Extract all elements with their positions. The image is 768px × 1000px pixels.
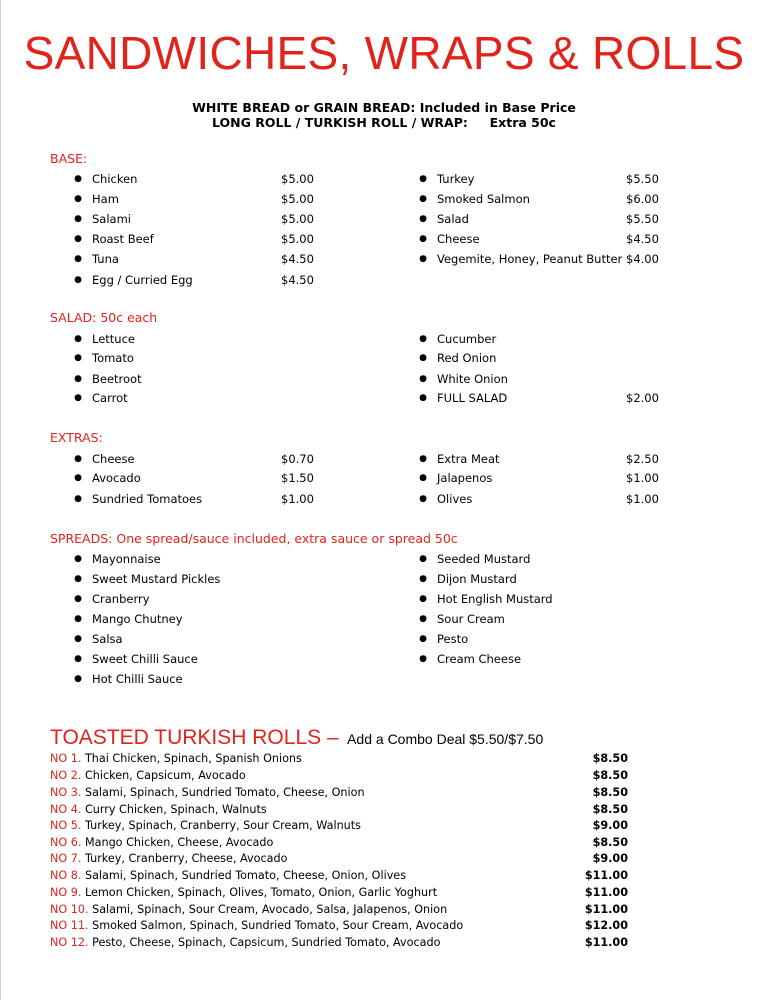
spreads-item-label: Mango Chutney — [92, 612, 183, 626]
base-item-label: Ham — [92, 192, 119, 206]
base-item — [415, 231, 715, 247]
base-item-label: Salad — [437, 212, 469, 226]
roll-number: NO 5. — [50, 819, 82, 832]
roll-description: Mango Chicken, Cheese, Avocado — [84, 836, 274, 849]
salad-item — [70, 390, 370, 406]
salad-heading: SALAD: 50c each — [50, 310, 158, 325]
roll-number: NO 1. — [50, 752, 82, 765]
spreads-item — [70, 571, 370, 587]
base-item-label: Salami — [92, 212, 131, 226]
salad-item — [415, 390, 715, 406]
roll-price: $8.50 — [592, 836, 628, 849]
roll-number: NO 4. — [50, 803, 82, 816]
base-item-price: $4.50 — [281, 252, 314, 266]
bullet-icon: ● — [419, 234, 427, 244]
bullet-icon: ● — [74, 473, 82, 483]
spreads-item — [70, 611, 370, 627]
roll-price: $12.00 — [584, 919, 628, 932]
bullet-icon: ● — [419, 454, 427, 464]
extras-item — [70, 470, 370, 486]
base-item-price: $4.50 — [281, 273, 314, 287]
bullet-icon: ● — [74, 214, 82, 224]
bullet-icon: ● — [74, 254, 82, 264]
spreads-item-label: Sweet Mustard Pickles — [92, 572, 221, 586]
salad-item — [415, 331, 715, 347]
roll-row — [50, 802, 628, 818]
base-item-price: $5.00 — [281, 212, 314, 226]
roll-number: NO 3. — [50, 786, 82, 799]
roll-price: $11.00 — [584, 903, 628, 916]
bullet-icon: ● — [419, 554, 427, 564]
roll-description: Pesto, Cheese, Spinach, Capsicum, Sundried Tomato, Avocado — [92, 936, 441, 949]
base-item-price: $4.00 — [626, 252, 659, 266]
combo-deal-note: Add a Combo Deal $5.50/$7.50 — [347, 731, 544, 747]
bullet-icon: ● — [419, 494, 427, 504]
spreads-item — [415, 551, 715, 567]
bullet-icon: ● — [419, 614, 427, 624]
spreads-item-label: Sweet Chilli Sauce — [92, 652, 198, 666]
spreads-item-label: Salsa — [92, 632, 123, 646]
bullet-icon: ● — [419, 654, 427, 664]
bullet-icon: ● — [419, 374, 427, 384]
extras-item — [70, 451, 370, 467]
roll-price: $8.50 — [592, 803, 628, 816]
roll-description: Turkey, Spinach, Cranberry, Sour Cream, Walnuts — [84, 819, 361, 832]
salad-item — [70, 371, 370, 387]
extras-item — [70, 491, 370, 507]
extras-item-price: $1.00 — [626, 492, 659, 506]
salad-item-label: Carrot — [92, 391, 128, 405]
spreads-item — [415, 571, 715, 587]
bullet-icon: ● — [74, 275, 82, 285]
roll-price: $8.50 — [592, 769, 628, 782]
base-item — [70, 171, 370, 187]
salad-item-label: Lettuce — [92, 332, 135, 346]
base-item — [415, 251, 715, 267]
extras-item-label: Avocado — [92, 471, 141, 485]
roll-description: Chicken, Capsicum, Avocado — [84, 769, 246, 782]
bullet-icon: ● — [419, 574, 427, 584]
bullet-icon: ● — [74, 353, 82, 363]
salad-item-label: Cucumber — [437, 332, 497, 346]
rolls-header — [50, 726, 543, 750]
roll-row — [50, 851, 628, 867]
bullet-icon: ● — [74, 634, 82, 644]
roll-description: Thai Chicken, Spinach, Spanish Onions — [84, 752, 302, 765]
base-item-price: $6.00 — [626, 192, 659, 206]
bullet-icon: ● — [74, 393, 82, 403]
base-item-price: $5.50 — [626, 172, 659, 186]
bullet-icon: ● — [74, 594, 82, 604]
roll-row — [50, 868, 628, 884]
base-item-label: Cheese — [437, 232, 480, 246]
extras-item-price: $0.70 — [281, 452, 314, 466]
bullet-icon: ● — [419, 353, 427, 363]
roll-price: $8.50 — [592, 752, 628, 765]
roll-row — [50, 751, 628, 767]
spreads-item-label: Mayonnaise — [92, 552, 161, 566]
roll-number: NO 7. — [50, 852, 82, 865]
salad-item — [70, 331, 370, 347]
salad-item-label: Red Onion — [437, 351, 497, 365]
spreads-item — [415, 651, 715, 667]
roll-description: Salami, Spinach, Sundried Tomato, Cheese, Onion, Olives — [84, 869, 407, 882]
extras-item-price: $2.50 — [626, 452, 659, 466]
spreads-item-label: Seeded Mustard — [437, 552, 531, 566]
spreads-item — [70, 631, 370, 647]
spreads-item — [415, 611, 715, 627]
roll-description: Turkey, Cranberry, Cheese, Avocado — [84, 852, 288, 865]
salad-item-label: Tomato — [92, 351, 134, 365]
spreads-item-label: Dijon Mustard — [437, 572, 517, 586]
base-item-price: $5.00 — [281, 192, 314, 206]
extras-item — [415, 491, 715, 507]
base-item-price: $5.00 — [281, 172, 314, 186]
bullet-icon: ● — [419, 393, 427, 403]
spreads-heading: SPREADS: One spread/sauce included, extra sauce or spread 50c — [50, 531, 458, 546]
extras-item-price: $1.00 — [626, 471, 659, 485]
bullet-icon: ● — [74, 234, 82, 244]
extras-item-price: $1.50 — [281, 471, 314, 485]
salad-item — [415, 350, 715, 366]
spreads-item — [70, 551, 370, 567]
base-item — [70, 211, 370, 227]
base-item — [415, 191, 715, 207]
roll-row — [50, 785, 628, 801]
base-item-label: Chicken — [92, 172, 138, 186]
salad-item-label: FULL SALAD — [437, 391, 508, 405]
roll-price: $9.00 — [592, 819, 628, 832]
bread-options — [0, 100, 768, 130]
roll-description: Curry Chicken, Spinach, Walnuts — [84, 803, 267, 816]
roll-price: $11.00 — [584, 886, 628, 899]
base-item-label: Vegemite, Honey, Peanut Butter — [437, 252, 623, 266]
page-title: SANDWICHES, WRAPS & ROLLS — [23, 27, 745, 79]
roll-row — [50, 835, 628, 851]
spreads-item — [70, 591, 370, 607]
bullet-icon: ● — [419, 594, 427, 604]
bullet-icon: ● — [419, 254, 427, 264]
roll-price: $9.00 — [592, 852, 628, 865]
spreads-item-label: Pesto — [437, 632, 469, 646]
bullet-icon: ● — [74, 554, 82, 564]
roll-description: Salami, Spinach, Sundried Tomato, Cheese, Onion — [84, 786, 365, 799]
bread-extra-line: LONG ROLL / TURKISH ROLL / WRAP: Extra 50c — [212, 115, 556, 130]
roll-number: NO 11. — [50, 919, 89, 932]
roll-row — [50, 918, 628, 934]
base-item-label: Egg / Curried Egg — [92, 273, 193, 287]
spreads-item-label: Hot Chilli Sauce — [92, 672, 183, 686]
bullet-icon: ● — [74, 614, 82, 624]
bullet-icon: ● — [74, 654, 82, 664]
spreads-item-label: Sour Cream — [437, 612, 505, 626]
salad-item — [415, 371, 715, 387]
base-item-label: Turkey — [437, 172, 475, 186]
roll-row — [50, 818, 628, 834]
roll-row — [50, 935, 628, 951]
bread-included-line: WHITE BREAD or GRAIN BREAD: Included in Base Price — [192, 100, 576, 115]
spreads-item-label: Hot English Mustard — [437, 592, 553, 606]
salad-item-label: White Onion — [437, 372, 508, 386]
base-item-price: $5.50 — [626, 212, 659, 226]
spreads-item — [70, 671, 370, 687]
roll-description: Salami, Spinach, Sour Cream, Avocado, Salsa, Jalapenos, Onion — [92, 903, 448, 916]
bullet-icon: ● — [74, 334, 82, 344]
extras-heading: EXTRAS: — [50, 430, 103, 445]
extras-item-label: Olives — [437, 492, 473, 506]
bullet-icon: ● — [74, 174, 82, 184]
salad-item-price: $2.00 — [626, 391, 659, 405]
base-item-price: $4.50 — [626, 232, 659, 246]
extras-item-label: Cheese — [92, 452, 135, 466]
bullet-icon: ● — [419, 194, 427, 204]
bullet-icon: ● — [419, 214, 427, 224]
roll-number: NO 6. — [50, 836, 82, 849]
roll-price: $8.50 — [592, 786, 628, 799]
spreads-item-label: Cream Cheese — [437, 652, 522, 666]
bullet-icon: ● — [74, 574, 82, 584]
bullet-icon: ● — [419, 634, 427, 644]
roll-number: NO 8. — [50, 869, 82, 882]
extras-item — [415, 470, 715, 486]
bullet-icon: ● — [419, 334, 427, 344]
roll-row — [50, 902, 628, 918]
base-item-label: Roast Beef — [92, 232, 154, 246]
roll-number: NO 2. — [50, 769, 82, 782]
spreads-item-label: Cranberry — [92, 592, 150, 606]
base-item-label: Smoked Salmon — [437, 192, 530, 206]
base-item-label: Tuna — [92, 252, 119, 266]
roll-price: $11.00 — [584, 869, 628, 882]
bullet-icon: ● — [419, 174, 427, 184]
extras-item-label: Jalapenos — [437, 471, 493, 485]
base-item-price: $5.00 — [281, 232, 314, 246]
extras-item-label: Extra Meat — [437, 452, 500, 466]
roll-description: Smoked Salmon, Spinach, Sundried Tomato, Sour Cream, Avocado — [92, 919, 464, 932]
bullet-icon: ● — [74, 194, 82, 204]
bullet-icon: ● — [74, 494, 82, 504]
base-item — [415, 171, 715, 187]
roll-row — [50, 885, 628, 901]
roll-row — [50, 768, 628, 784]
base-heading: BASE: — [50, 151, 88, 166]
spreads-item — [415, 591, 715, 607]
roll-number: NO 10. — [50, 903, 89, 916]
roll-price: $11.00 — [584, 936, 628, 949]
spreads-item — [70, 651, 370, 667]
bullet-icon: ● — [74, 454, 82, 464]
base-item — [415, 211, 715, 227]
bullet-icon: ● — [74, 374, 82, 384]
rolls-title: TOASTED TURKISH ROLLS – — [50, 726, 339, 749]
base-item — [70, 231, 370, 247]
bullet-icon: ● — [419, 473, 427, 483]
extras-item — [415, 451, 715, 467]
salad-item-label: Beetroot — [92, 372, 142, 386]
bullet-icon: ● — [74, 674, 82, 684]
extras-item-label: Sundried Tomatoes — [92, 492, 203, 506]
salad-item — [70, 350, 370, 366]
roll-number: NO 9. — [50, 886, 82, 899]
roll-description: Lemon Chicken, Spinach, Olives, Tomato, Onion, Garlic Yoghurt — [84, 886, 438, 899]
extras-item-price: $1.00 — [281, 492, 314, 506]
page-edge-rule — [0, 0, 1, 1000]
base-item — [70, 191, 370, 207]
spreads-item — [415, 631, 715, 647]
base-item — [70, 272, 370, 288]
base-item — [70, 251, 370, 267]
roll-number: NO 12. — [50, 936, 89, 949]
